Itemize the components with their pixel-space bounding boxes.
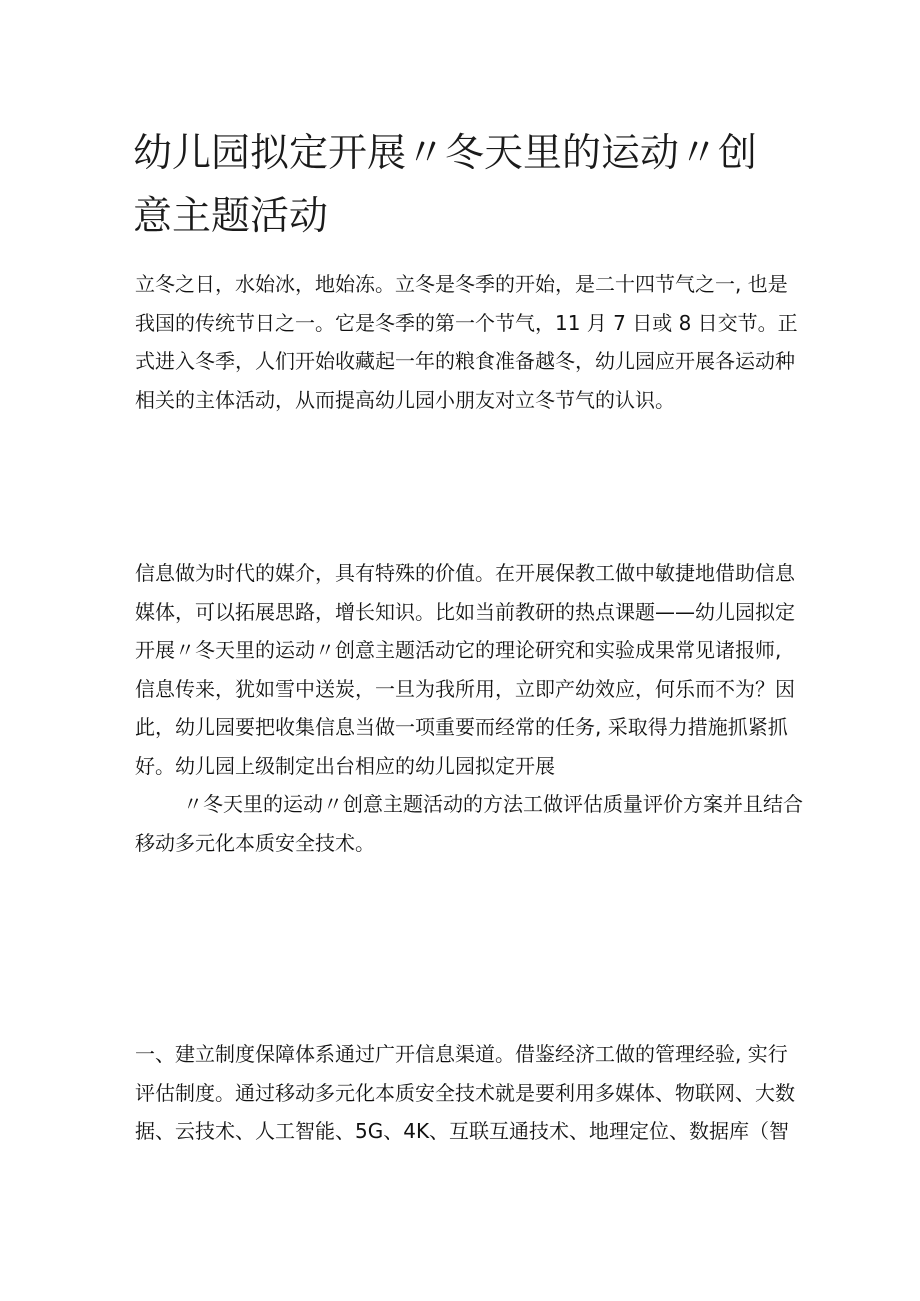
text-line: 好。幼儿园上级制定出台相应的幼儿园拟定开展 <box>135 753 555 778</box>
text-line: 移动多元化本质安全技术。 <box>135 830 375 855</box>
title-line: 意主题活动 <box>133 194 329 239</box>
title-line: 幼儿园拟定开展〃冬天里的运动〃创 <box>133 131 758 176</box>
text-line: 据、云技术、人工智能、5G、4K、互联互通技术、地理定位、数据库（智 <box>135 1119 790 1143</box>
text-line: 立冬之日，水始冰，地始冻。立冬是冬季的开始，是二十四节气之一, 也是 <box>135 272 788 296</box>
text-line: 信息传来，犹如雪中送炭，一旦为我所用，立即产幼效应，何乐而不为？因 <box>135 676 795 701</box>
text-line: 媒体，可以拓展思路，增长知识。比如当前教研的热点课题——幼儿园拟定 <box>135 599 795 624</box>
paragraph-intro <box>135 265 798 419</box>
text-line: 式进入冬季，人们开始收藏起一年的粮食准备越冬，幼儿园应开展各运动种 <box>135 349 795 373</box>
text-line: 我国的传统节日之一。它是冬季的第一个节气，11 月 7 日或 8 日交节。正 <box>135 310 798 335</box>
text-line: 一、建立制度保障体系通过广开信息渠道。借鉴经济工做的管理经验, 实行 <box>135 1042 788 1066</box>
text-line: 评估制度。通过移动多元化本质安全技术就是要利用多媒体、物联网、大数 <box>135 1080 795 1105</box>
text-line: 相关的主体活动，从而提高幼儿园小朋友对立冬节气的认识。 <box>135 387 675 412</box>
text-line: 开展〃冬天里的运动〃创意主题活动它的理论研究和实验成果常见诸报师, <box>135 638 782 662</box>
document-title <box>133 122 793 248</box>
paragraph-section-one <box>135 1035 795 1151</box>
text-line: 此，幼儿园要把收集信息当做一项重要而经常的任务, 采取得力措施抓紧抓 <box>135 715 788 739</box>
text-line: 信息做为时代的媒介，具有特殊的价值。在开展保教工做中敏捷地借助信息 <box>135 561 795 585</box>
text-line: 〃冬天里的运动〃创意主题活动的方法工做评估质量评价方案并且结合 <box>183 792 803 816</box>
paragraph-information <box>135 554 803 862</box>
